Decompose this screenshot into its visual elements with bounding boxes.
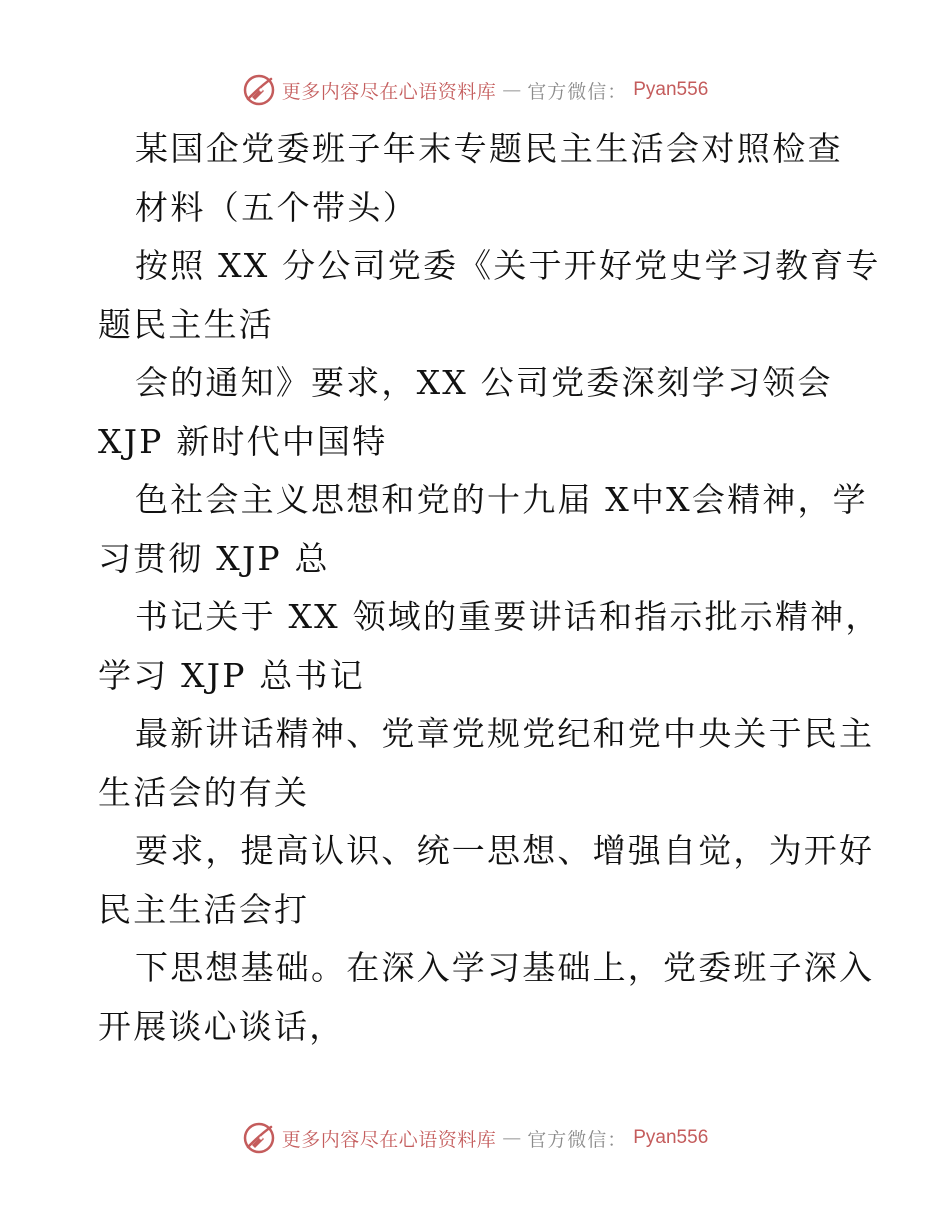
- body-text-line: 学习 XJP 总书记: [98, 655, 365, 695]
- watermark-text: 更多内容尽在心语资料库: [281, 80, 497, 103]
- header-watermark: [0, 70, 950, 110]
- watermark-label: 官方微信：: [527, 1128, 628, 1151]
- watermark-separator: —: [502, 1127, 522, 1149]
- document-title-line: 材料（五个带头）: [135, 187, 419, 227]
- body-text-line: 下思想基础。在深入学习基础上，党委班子深入: [135, 948, 875, 987]
- body-text-line: 开展谈心谈话，: [98, 1006, 345, 1046]
- body-text-line: 书记关于 XX 领域的重要讲话和指示批示精神，: [135, 597, 881, 636]
- document-title-line: 某国企党委班子年末专题民主生活会对照检查: [135, 129, 843, 168]
- watermark-text: 更多内容尽在心语资料库: [281, 1128, 497, 1151]
- footer-watermark: [0, 1118, 950, 1158]
- watermark-account: Pyan556: [633, 1127, 709, 1148]
- body-text-line: 按照 XX 分公司党委《关于开好党史学习教育专: [135, 246, 881, 285]
- body-text-line: XJP 新时代中国特: [98, 421, 388, 461]
- body-text-line: 生活会的有关: [98, 772, 310, 812]
- body-text-line: 题民主生活: [98, 304, 274, 344]
- watermark-account: Pyan556: [633, 79, 709, 100]
- body-text-line: 民主生活会打: [98, 889, 310, 929]
- paragraph: [98, 237, 881, 1056]
- pen-nib-logo-icon: [242, 73, 276, 107]
- watermark-label: 官方微信：: [527, 80, 628, 103]
- body-text-line: 最新讲话精神、党章党规党纪和党中央关于民主: [135, 714, 875, 753]
- body-text-line: 会的通知》要求，XX 公司党委深刻学习领会: [135, 363, 833, 402]
- document-body: [98, 120, 881, 1056]
- body-text-line: 要求，提高认识、统一思想、增强自觉，为开好: [135, 831, 875, 870]
- body-text-line: 习贯彻 XJP 总: [98, 538, 330, 578]
- pen-nib-logo-icon: [242, 1121, 276, 1155]
- body-text-line: 色社会主义思想和党的十九届 X中X会精神，学: [135, 480, 868, 519]
- watermark-separator: —: [502, 79, 522, 101]
